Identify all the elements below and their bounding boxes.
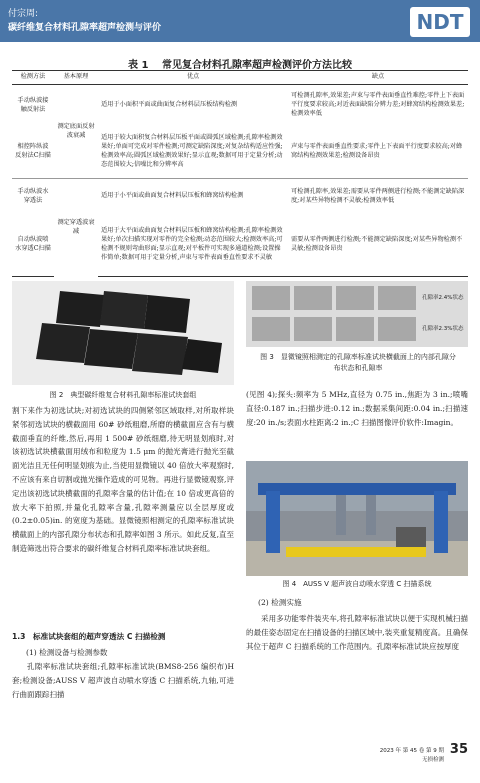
right-body-paragraph: (见图 4);探头:频率为 5 MHz,直径为 0.75 in.,焦距为 3 in.;喷嘴直径:0.187 in.;扫描步进:0.12 in.;数据采集间距:0.04 in.;扫描速度:20 in./s;表面水柱距离:2 in.;C 扫描图像评价软件:Imagin。 <box>246 390 468 427</box>
method-cell: 相控阵纵波反射法C扫描 <box>15 143 51 160</box>
cons-cell: 需要从零件两侧进行检测;不能测定缺陷深度;对某些异物检测不灵敏;检测设备昂贵 <box>288 215 468 277</box>
figure3-caption: 图 3 显微镜照相测定的孔隙率标准试块横截面上的内部孔隙分布状态和孔隙率 <box>260 353 456 372</box>
method-cell: 手动纵波接触反射法 <box>17 96 49 113</box>
left-body-paragraph: 孔隙率标准试块套组;孔隙率标准试块(BMS8-256 编织布)H 套;检测设备;AUSS V 超声波自动喷水穿透 C 扫描系统,九轴,可进行曲面跟踪扫描 <box>12 662 234 699</box>
cons-cell: 可检测孔隙率,效果差;需要从零件两侧进行检测;不能测定缺陷深度;对某些异物检测不灵敏;检测效率低 <box>288 179 468 215</box>
right-body-paragraph: 采用多功能零件装夹车,将孔隙率标准试块以便于实现机械扫描的最佳姿态固定在扫描设备的扫描区域中,装夹重复精度高。且确保其位于超声 C 扫描系统的工作范围内。孔隙率标准试块应按厚度 <box>246 614 468 651</box>
figure2-caption: 图 2 典型碳纤维复合材料孔隙率标准试块套组 <box>49 391 197 399</box>
micrograph-image <box>252 317 290 341</box>
figure4-caption: 图 4 AUSS V 超声波自动喷水穿透 C 扫描系统 <box>282 580 432 588</box>
standard-blocks-photo <box>12 281 234 385</box>
journal-name: 无损检测 <box>421 757 444 763</box>
table-title <box>0 56 480 71</box>
comparison-table <box>12 70 468 277</box>
section-heading: 1.3 标准试块套组的超声穿透法 C 扫描检测 <box>12 632 166 641</box>
header-pros: 优点 <box>98 71 288 85</box>
table-row <box>12 179 468 215</box>
cons-cell: 声束与零件表面垂直性要求;零件上下表面平行度要求较高;对蜂窝结构检测效果差;检测设备昂贵 <box>291 143 463 160</box>
header-method: 检测方法 <box>12 71 54 85</box>
cons-cell: 可检测孔隙率,效果差;声束与零件表面垂直性难控;零件上下表面平行度要求较高;对近表面缺陷分辨力差;对蜂窝结构检测效果差;检测效率低 <box>291 92 465 118</box>
subsection-heading: (2) 检测实施 <box>258 598 302 607</box>
micrograph-image <box>378 317 416 341</box>
ndt-logo: NDT <box>410 7 470 37</box>
left-body-paragraph: 割下来作为初选试块;对初选试块的四侧紧邻区域取样,对所取样块紧邻初选试块的横截面用 60# 砂纸粗磨,所磨的横截面应含有与横截面垂直的纤维,然后,再用 1 500# 砂纸细磨,待无明显划痕时,对该初选试块横截面用绒布和粒度为 1.5 μm 的抛光膏进行抛光至截面光洁且无任何明显划痕为止,当使用显微镜以 40 倍放大率观察时,不应该有来自切割或抛光操作造成的可见物。再进行显微镜观察,评定出该初选试块横截面的孔隙率含量的估计值;在 10 倍或更高倍的放大率下拍照,并量化孔隙率含量,孔隙率测量应以全层厚度或(0.2±0.05)in. 的宽度为基础。显微镜照相测定的孔隙率标准试块横截面上的内部孔隙分布状态和孔隙率如图 3 所示。如此反复,直至制造筛选出符合要求的碳纤维复合材料孔隙率标准试块套组。 <box>12 406 234 553</box>
subsection-heading: (1) 检测设备与检测参数 <box>26 648 108 657</box>
page-number: 35 <box>449 742 468 757</box>
header-author: 付宗周: <box>8 9 39 19</box>
micrograph-image <box>252 286 290 310</box>
table-header-row <box>12 71 468 85</box>
micrograph-image <box>378 286 416 310</box>
auss-system-photo <box>246 461 468 576</box>
micrograph-image <box>336 317 374 341</box>
journal-header <box>0 0 480 42</box>
method-cell: 手动纵波水穿透法 <box>12 179 54 215</box>
micrograph-image <box>294 317 332 341</box>
micrograph-panel <box>246 281 468 347</box>
principle-cell: 测定底面反射波衰减 <box>57 122 95 139</box>
issue-info: 2023 年 第 45 卷 第 9 期 <box>379 748 444 754</box>
pros-cell: 适用于大平面或曲面复合材料层压板和蜂窝结构检测;孔隙率检测效果好;单次扫描实现对零件的完全检测;动态范围较大;检测效率高;可检测不规则弯曲形面;显示直观;对平板件可实现多通道检测;设置操作简单;数据可用于定量分析,声束与零件表面垂直性要求不灵敏 <box>98 215 288 277</box>
header-cons: 缺点 <box>288 71 468 85</box>
pros-cell: 适用于较大面积复合材料层压板平面或圆弧区域检测;孔隙率检测效果好;单面可完成对零件检测;可测定缺陷深度;对复杂结构适应性强;检测效率高;圆弧区域检测效果好;显示直观;数据可用于定量分析;动态范围较大;信噪比和分辨率高 <box>101 134 283 169</box>
pros-cell: 适用于小面积平面或曲面复合材料层压板结构检测 <box>101 101 238 109</box>
table-caption: 常见复合材料孔隙率超声检测评价方法比较 <box>161 60 352 71</box>
porosity-label-bottom: 孔隙率2.3%状态 <box>422 326 464 332</box>
porosity-label-top: 孔隙率2.4%状态 <box>422 295 464 301</box>
table-number: 表 1 <box>128 60 149 71</box>
micrograph-image <box>336 286 374 310</box>
header-principle: 基本原理 <box>54 71 98 85</box>
pros-cell: 适用于小平面或曲面复合材料层压板和蜂窝结构检测 <box>98 179 288 215</box>
method-cell: 自动纵波喷水穿透C扫描 <box>12 215 54 277</box>
micrograph-image <box>294 286 332 310</box>
table-row <box>12 85 468 127</box>
header-article-title: 碳纤维复合材料孔隙率超声检测与评价 <box>8 23 162 33</box>
principle-cell: 测定穿透波衰减 <box>54 179 98 277</box>
